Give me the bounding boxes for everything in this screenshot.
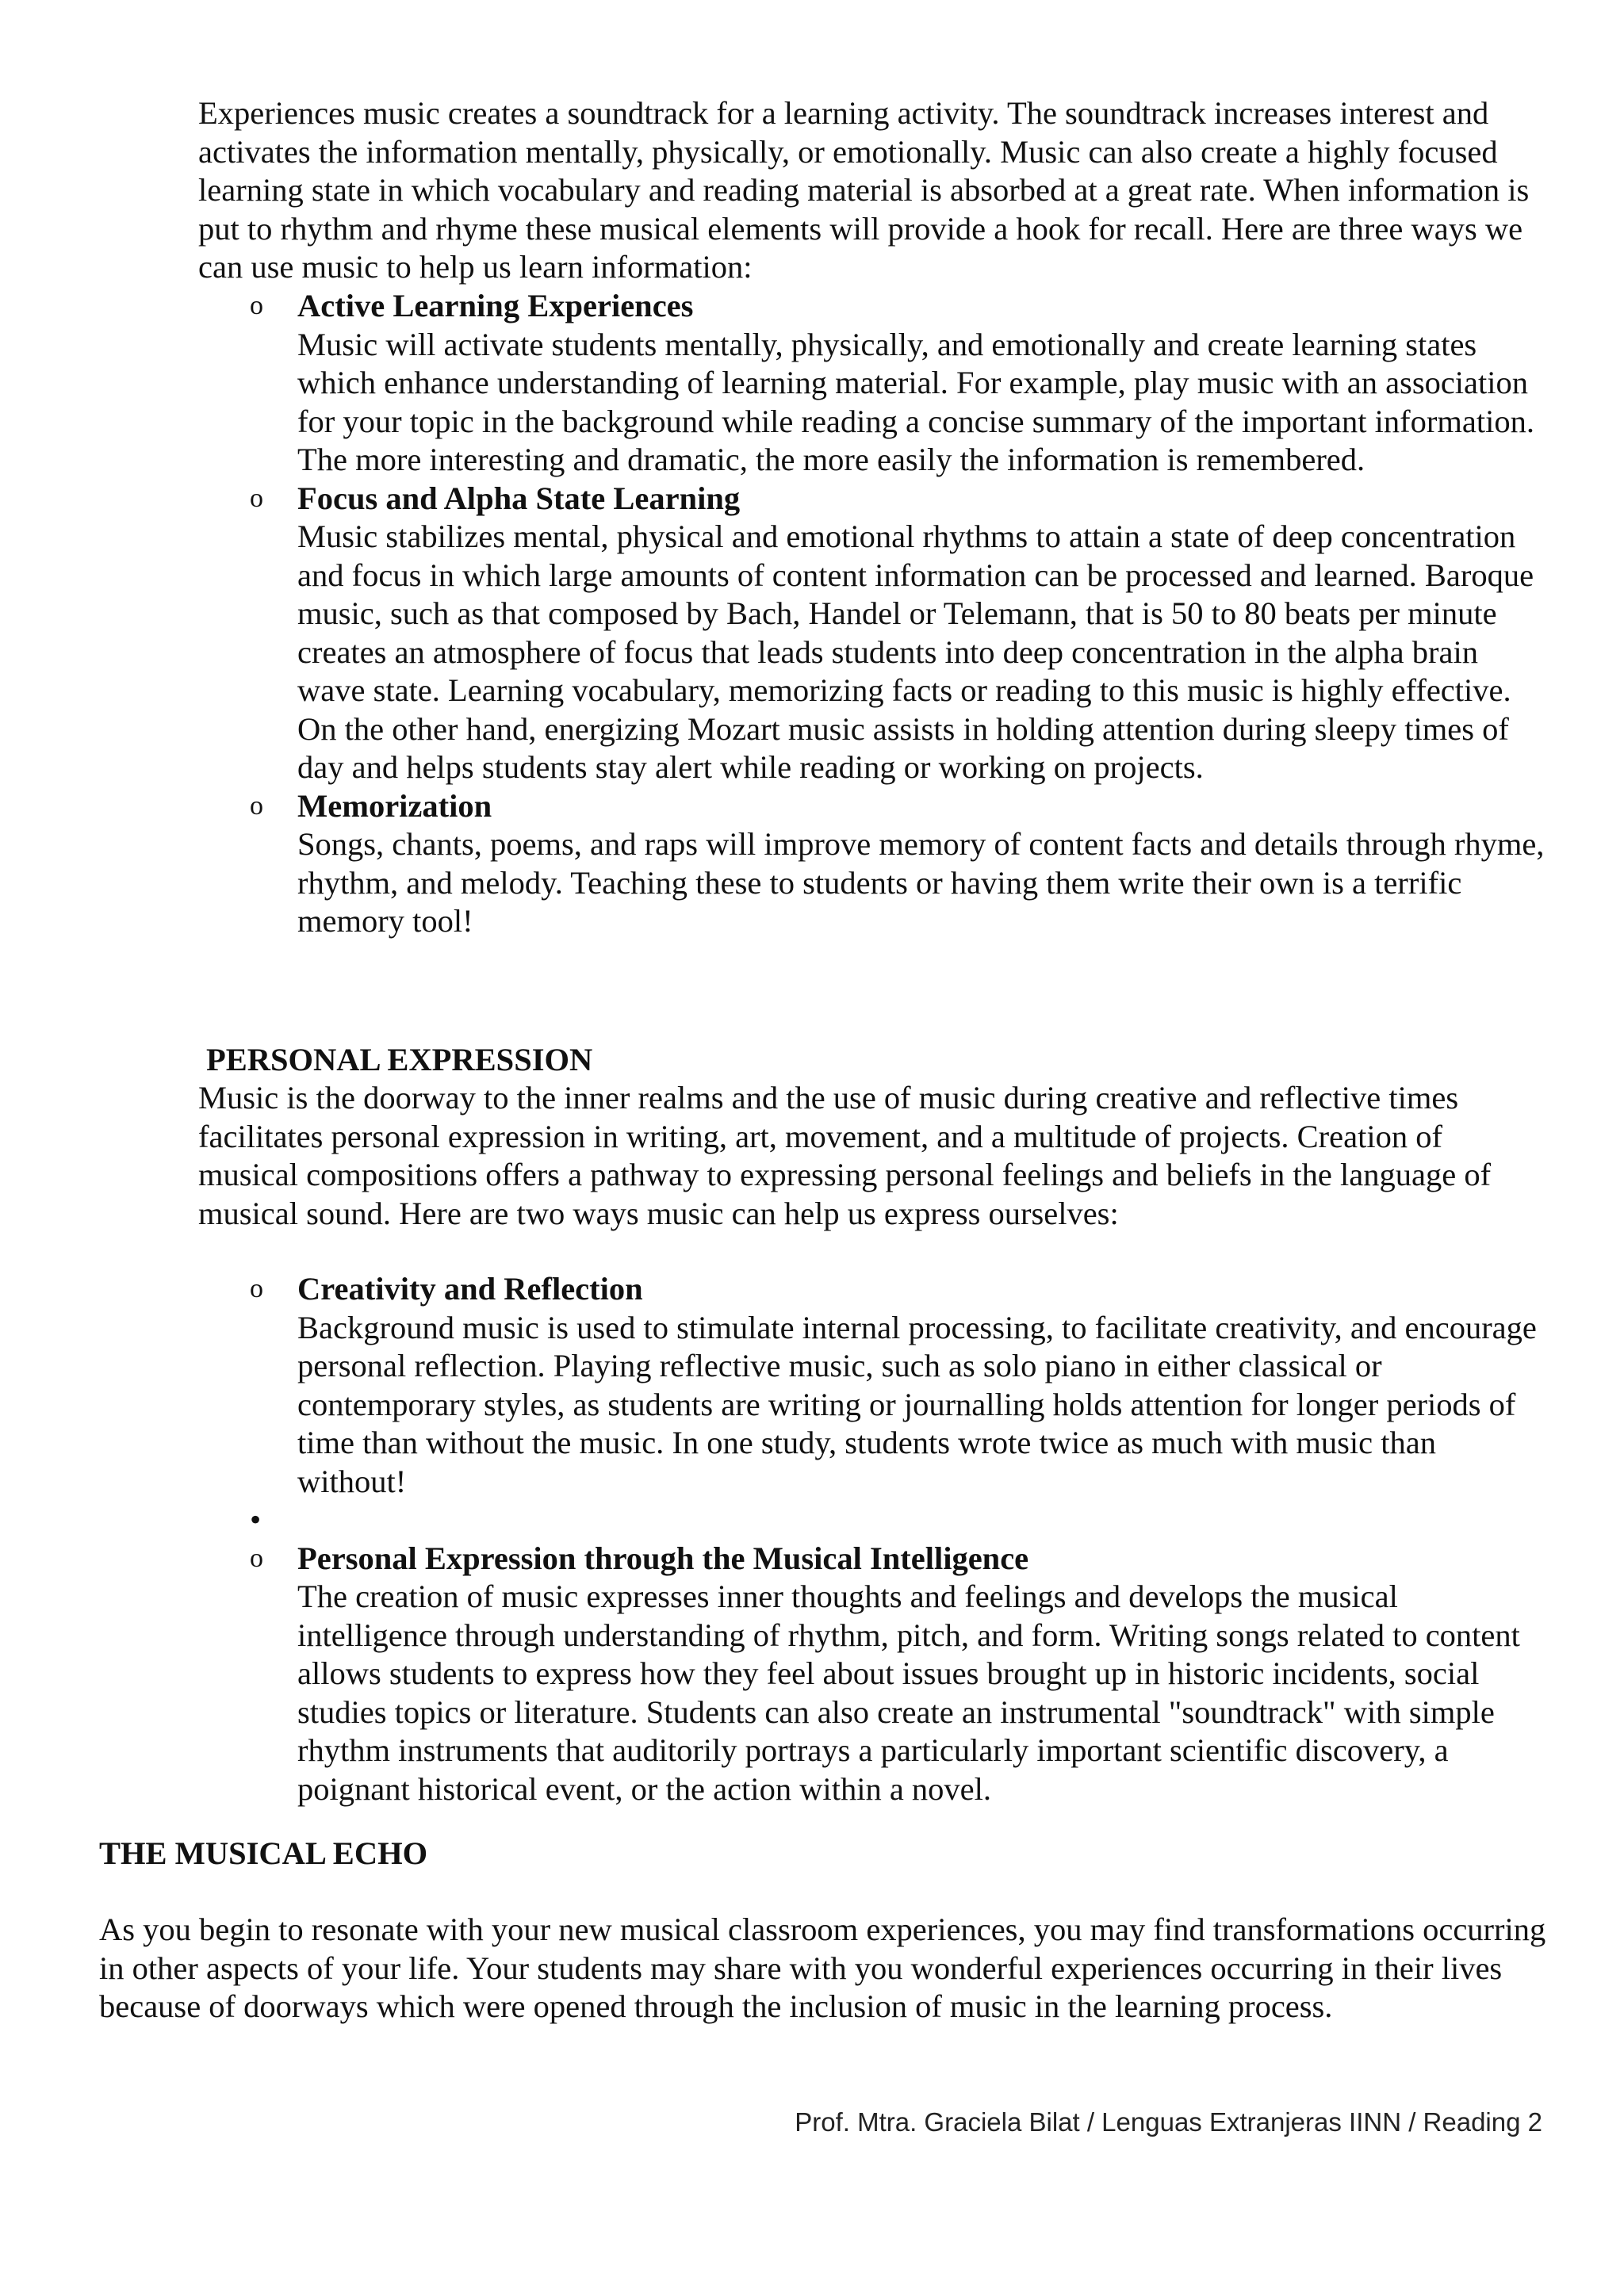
intro-paragraph: Experiences music creates a soundtrack for a learning activity. The soundtrack increases interest and activates the information mentally, physically, or emotionally. Music can also create a highly focused learning state in which vocabulary and reading material is absorbed at a great rate. When information is put to rhythm and rhyme these musical elements will provide a hook for recall. Here are three ways we can use music to help us learn information: <box>198 95 1530 285</box>
list-item-memorization <box>198 787 1546 941</box>
expression-methods-list <box>198 1270 1546 1808</box>
item-title: Focus and Alpha State Learning <box>297 480 741 516</box>
list-marker: o <box>250 291 263 320</box>
list-item-active-learning <box>198 287 1546 480</box>
list-marker: o <box>250 1543 263 1573</box>
item-title: Personal Expression through the Musical Intelligence <box>297 1540 1029 1576</box>
item-body: Background music is used to stimulate internal processing, to facilitate creativity, and encourage personal reflection. Playing reflective music, such as solo piano in either classical or contemporary styles, as students are writing or journalling holds attention for longer periods of time than without the music. In one study, students wrote twice as much with music than without! <box>297 1309 1537 1499</box>
list-item-creativity-reflection <box>198 1270 1546 1501</box>
bullet-marker: • <box>250 1502 262 1537</box>
page-footer: Prof. Mtra. Graciela Bilat / Lenguas Extranjeras IINN / Reading 2 <box>795 2107 1542 2137</box>
list-item-musical-intelligence <box>198 1540 1546 1809</box>
personal-expression-paragraph: Music is the doorway to the inner realms and the use of music during creative and reflective times facilitates personal expression in writing, art, movement, and a multitude of projects. Creation of musical compositions offers a pathway to expressing personal feelings and beliefs in the language of musical sound. Here are two ways music can help us express ourselves: <box>198 1080 1492 1231</box>
list-marker: o <box>250 1274 263 1303</box>
item-body: Songs, chants, poems, and raps will improve memory of content facts and details through rhyme, rhythm, and melody. Teaching these to students or having them write their own is a terrific memory tool! <box>297 826 1545 939</box>
item-title: Active Learning Experiences <box>297 288 694 323</box>
list-item-focus-alpha <box>198 480 1546 787</box>
item-body: The creation of music expresses inner thoughts and feelings and develops the musical intelligence through understanding of rhythm, pitch, and form. Writing songs related to content allows students to express how they feel about issues brought up in historic incidents, social studies topics or literature. Students can also create an instrumental "soundtrack" with simple rhythm instruments that auditorily portrays a particularly important scientific discovery, a poignant historical event, or the action within a novel. <box>297 1578 1520 1807</box>
item-title: Creativity and Reflection <box>297 1271 643 1307</box>
musical-echo-paragraph: As you begin to resonate with your new musical classroom experiences, you may find transformations occurring in other aspects of your life. Your students may share with you wonderful experiences occurring in their lives because of doorways which were opened through the inclusion of music in the learning process. <box>99 1911 1546 2024</box>
item-body: Music stabilizes mental, physical and emotional rhythms to attain a state of deep concentration and focus in which large amounts of content information can be processed and learned. Baroque music, such as that composed by Bach, Handel or Telemann, that is 50 to 80 beats per minute creates an atmosphere of focus that leads students into deep concentration in the alpha brain wave state. Learning vocabulary, memorizing facts or reading to this music is highly effective. On the other hand, energizing Mozart music assists in holding attention during sleepy times of day and helps students stay alert while reading or working on projects. <box>297 519 1534 785</box>
list-marker: o <box>250 483 263 513</box>
section-heading-personal-expression: PERSONAL EXPRESSION <box>206 1042 593 1077</box>
item-title: Memorization <box>297 787 492 824</box>
learning-methods-list <box>198 287 1546 941</box>
list-marker: o <box>250 790 263 821</box>
item-body: Music will activate students mentally, physically, and emotionally and create learning states which enhance understanding of learning material. For example, play music with an association for your topic in the background while reading a concise summary of the important information. The more interesting and dramatic, the more easily the information is remembered. <box>297 326 1534 477</box>
section-heading-musical-echo: THE MUSICAL ECHO <box>99 1835 428 1871</box>
list-item-empty-bullet <box>198 1501 1546 1540</box>
